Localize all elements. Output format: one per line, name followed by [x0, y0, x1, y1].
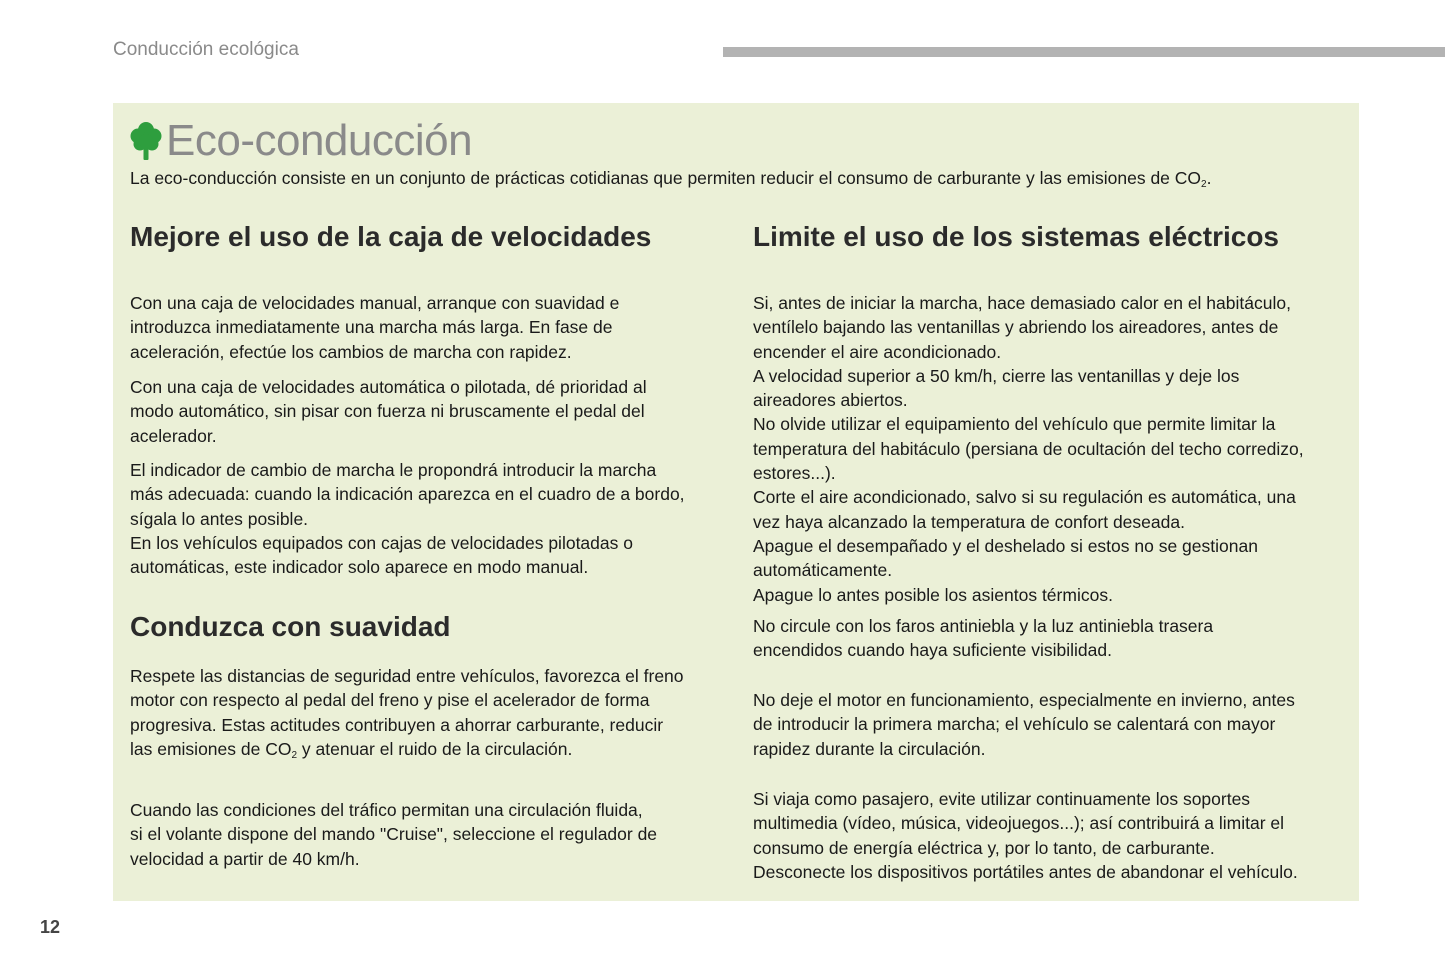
paragraph-manual-gearbox: Con una caja de velocidades manual, arranque con suavidad e introduzca inmediatamente una marcha más larga. En fase de aceleración, efectúe los cambios de marcha con rapidez.	[130, 293, 620, 362]
paragraph-fog-lights: No circule con los faros antiniebla y la luz antiniebla trasera encendidos cuando haya suficiente visibilidad.	[753, 616, 1214, 661]
heading-smooth-driving: Conduzca con suavidad	[130, 611, 451, 642]
paragraph-air-conditioning: Si, antes de iniciar la marcha, hace demasiado calor en el habitáculo, ventílelo bajando las ventanillas y abriendo los aireadores, antes de encender el aire acondicionado. A velocidad superior a 50 km/h, cierre las ventanillas y deje los aireadores abiertos. No olvide utilizar el equipamiento del vehículo que permite limitar la temperatura del habitáculo (persiana de ocultación del techo corredizo, estores...). Corte el aire acondicionado, salvo si su regulación es automática, una vez haya alcanzado la temperatura de confort deseada. Apague el desempañado y el deshelado si estos no se gestionan automáticamente. Apague lo antes posible los asientos térmicos.	[753, 293, 1304, 605]
paragraph-safety-distance-main: Respete las distancias de seguridad entre vehículos, favorezca el freno motor con respecto al pedal del freno y pise el acelerador de forma progresiva. Estas actitudes contribuyen a ahorrar carburante, reducir las emisiones de CO	[130, 666, 684, 759]
paragraph-engine-idle: No deje el motor en funcionamiento, especialmente en invierno, antes de introducir la primera marcha; el vehículo se calentará con mayor rapidez durante la circulación.	[753, 690, 1295, 759]
paragraph-gear-indicator: El indicador de cambio de marcha le propondrá introducir la marcha más adecuada: cuando la indicación aparezca en el cuadro de a bordo, sígala lo antes posible. En los vehículos equipados con cajas de velocidades pilotadas o automáticas, este indicador solo aparece en modo manual.	[130, 460, 685, 578]
co2-subscript: 2	[291, 749, 298, 761]
intro-text	[130, 166, 1330, 190]
paragraph-cruise-control: Cuando las condiciones del tráfico permitan una circulación fluida, si el volante dispone del mando "Cruise", seleccione el regulador de velocidad a partir de 40 km/h.	[130, 800, 658, 869]
paragraph-automatic-gearbox: Con una caja de velocidades automática o pilotada, dé prioridad al modo automático, sin pisar con fuerza ni bruscamente el pedal del acelerador.	[130, 377, 647, 446]
section-title: Conducción ecológica	[113, 39, 299, 60]
intro-subscript: 2	[1201, 179, 1207, 190]
page-title	[130, 114, 472, 168]
paragraph-multimedia: Si viaja como pasajero, evite utilizar continuamente los soportes multimedia (vídeo, música, videojuegos...); así contribuirá a limitar el consumo de energía eléctrica y, por lo tanto, de carburante. Desconecte los dispositivos portátiles antes de abandonar el vehículo.	[753, 789, 1298, 882]
title-text: Eco-conducción	[166, 116, 473, 165]
tree-icon	[130, 121, 162, 161]
intro-end: .	[1206, 168, 1212, 188]
header-bar	[723, 47, 1445, 57]
intro-main: La eco-conducción consiste en un conjunto de prácticas cotidianas que permiten reducir el consumo de carburante y las emisiones de CO	[130, 168, 1202, 188]
page-number: 12	[40, 917, 61, 937]
heading-electrical-systems: Limite el uso de los sistemas eléctricos	[753, 221, 1279, 252]
paragraph-safety-distance	[130, 664, 730, 761]
paragraph-safety-distance-end: y atenuar el ruido de la circulación.	[297, 738, 573, 759]
heading-gearbox: Mejore el uso de la caja de velocidades	[130, 221, 652, 252]
